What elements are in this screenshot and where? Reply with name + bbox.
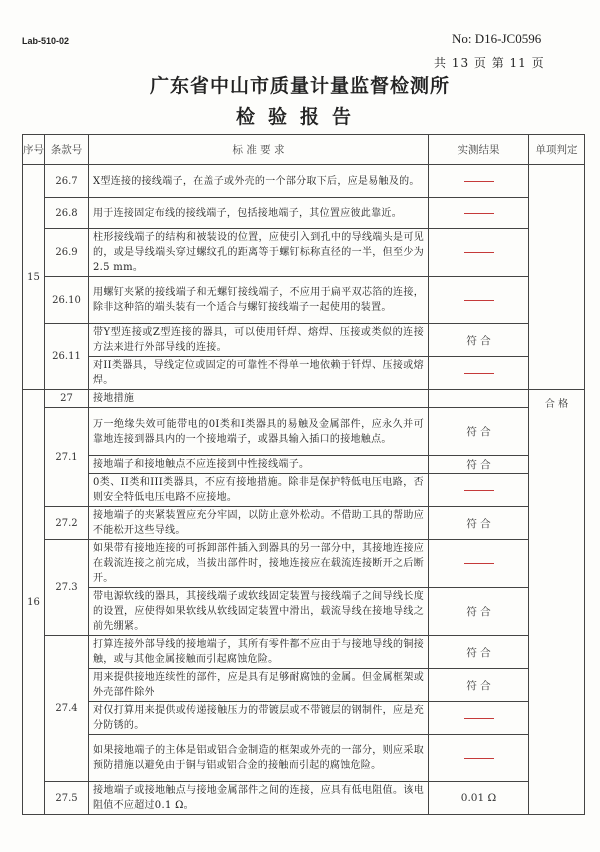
table-row	[23, 782, 585, 815]
table-row	[23, 324, 585, 357]
clause-cell: 26.10	[45, 277, 89, 324]
requirement-cell: 柱形接线端子的结构和被装设的位置，应使引入到孔中的导线端头是可见的，或是导线端头穿过螺纹孔的距离等于螺钉标称直径的一半，但至少为2.5 mm。	[89, 229, 429, 277]
clause-cell: 27.1	[45, 408, 89, 507]
requirement-cell: 如果接地端子的主体是铝或铝合金制造的框架或外壳的一部分，则应采取预防措施以避免由于铜与铝或铝合金的接触而引起的腐蚀危险。	[89, 735, 429, 782]
requirement-cell: 对II类器具，导线定位或固定的可靠性不得单一地依赖于钎焊、压接或熔焊。	[89, 357, 429, 390]
requirement-cell: 用螺钉夹紧的接线端子和无螺钉接线端子，不应用于扁平双芯箔的连接，除非这种箔的端头装有一个适合与螺钉接线端子一起使用的装置。	[89, 277, 429, 324]
dash-mark	[464, 300, 494, 301]
dash-mark	[464, 718, 494, 719]
result-cell	[429, 474, 529, 507]
clause-cell: 27.3	[45, 540, 89, 636]
requirement-cell: 接地端子或接地触点与接地金属部件之间的连接，应具有低电阻值。该电阻值不应超过0.1 Ω。	[89, 782, 429, 815]
section-heading-cell: 接地措施	[89, 390, 429, 408]
table-row	[23, 702, 585, 735]
clause-cell: 26.7	[45, 165, 89, 198]
report-number: No: D16-JC0596	[452, 31, 542, 46]
requirement-cell: 0类、II类和III类器具，不应有接地措施。除非是保护特低电压电路，否则安全特低电压电路不应接地。	[89, 474, 429, 507]
verdict-cell: 合 格	[529, 390, 585, 815]
requirement-cell: 用于连接固定布线的接线端子，包括接地端子，其位置应彼此靠近。	[89, 198, 429, 229]
requirement-cell: 用来提供接地连续性的部件，应是具有足够耐腐蚀的金属。但金属框架或外壳部件除外	[89, 669, 429, 702]
requirement-cell: 对仅打算用来提供或传递接触压力的带镀层或不带镀层的钢制件，应是充分防锈的。	[89, 702, 429, 735]
result-cell: 符 合	[429, 408, 529, 456]
dash-mark	[464, 213, 494, 214]
page-counter: 共 13 页 第 11 页	[434, 56, 545, 70]
table-row	[23, 198, 585, 229]
seq-cell: 16	[23, 390, 45, 815]
clause-cell: 27.2	[45, 507, 89, 540]
requirement-cell: 万一绝缘失效可能带电的0I类和I类器具的易触及金属部件，应永久并可靠地连接到器具内的一个接地端子，或器具输入插口的接地触点。	[89, 408, 429, 456]
table-row	[23, 390, 585, 408]
table-row	[23, 636, 585, 669]
result-cell	[429, 229, 529, 277]
seq-cell: 15	[23, 165, 45, 390]
table-row	[23, 456, 585, 474]
table-row	[23, 669, 585, 702]
table-row	[23, 507, 585, 540]
clause-cell: 26.8	[45, 198, 89, 229]
result-cell: 符 合	[429, 636, 529, 669]
clause-cell: 26.9	[45, 229, 89, 277]
requirement-cell: 带Y型连接或Z型连接的器具，可以使用钎焊、熔焊、压接或类似的连接方法来进行外部导线的连接。	[89, 324, 429, 357]
requirement-cell: 如果带有接地连接的可拆卸部件插入到器具的另一部分中，其接地连接应在载流连接之前完成，当拔出部件时，接地连接应在载流连接断开之后断开。	[89, 540, 429, 588]
result-cell	[429, 357, 529, 390]
col-verdict: 单项判定	[529, 135, 585, 165]
clause-cell: 27.4	[45, 636, 89, 782]
result-cell: 0.01 Ω	[429, 782, 529, 815]
result-cell	[429, 540, 529, 588]
result-cell	[429, 165, 529, 198]
dash-mark	[464, 563, 494, 564]
table-header-row	[23, 135, 585, 165]
result-cell: 符 合	[429, 588, 529, 636]
table-row	[23, 474, 585, 507]
table-row	[23, 277, 585, 324]
result-cell	[429, 735, 529, 782]
table-row	[23, 540, 585, 588]
result-cell	[429, 198, 529, 229]
requirement-cell: 接地端子和接地触点不应连接到中性接线端子。	[89, 456, 429, 474]
table-row	[23, 408, 585, 456]
dash-mark	[464, 490, 494, 491]
result-cell	[429, 702, 529, 735]
dash-mark	[464, 758, 494, 759]
requirement-cell: 带电源软线的器具，其接线端子或软线固定装置与接线端子之间导线长度的设置，应使得如果软线从软线固定装置中滑出，载流导线在接地导线之前先绷紧。	[89, 588, 429, 636]
dash-mark	[464, 373, 494, 374]
verdict-cell	[529, 165, 585, 390]
col-result: 实测结果	[429, 135, 529, 165]
dash-mark	[464, 252, 494, 253]
requirement-cell: 接地端子的夹紧装置应充分牢固，以防止意外松动。不借助工具的帮助应不能松开这些导线。	[89, 507, 429, 540]
table-row	[23, 165, 585, 198]
result-cell: 符 合	[429, 456, 529, 474]
table-row	[23, 229, 585, 277]
clause-cell: 26.11	[45, 324, 89, 390]
requirement-cell: 打算连接外部导线的接地端子，其所有零件都不应由于与接地导线的铜接触，或与其他金属接触而引起腐蚀危险。	[89, 636, 429, 669]
organization-name: 广东省中山市质量计量监督检测所	[149, 75, 450, 97]
report-title: 检验报告	[235, 106, 364, 128]
inspection-table	[22, 134, 585, 815]
result-cell: 符 合	[429, 507, 529, 540]
clause-cell: 27	[45, 390, 89, 408]
form-code: Lab-510-02	[22, 36, 70, 46]
clause-cell: 27.5	[45, 782, 89, 815]
result-cell: 符 合	[429, 669, 529, 702]
result-cell	[429, 390, 529, 408]
table-row	[23, 357, 585, 390]
col-requirement: 标 准 要 求	[89, 135, 429, 165]
result-cell: 符 合	[429, 324, 529, 357]
dash-mark	[464, 181, 494, 182]
requirement-cell: X型连接的接线端子，在盖子或外壳的一个部分取下后，应是易触及的。	[89, 165, 429, 198]
col-seq: 序号	[23, 135, 45, 165]
table-row	[23, 588, 585, 636]
table-row	[23, 735, 585, 782]
col-clause: 条款号	[45, 135, 89, 165]
result-cell	[429, 277, 529, 324]
